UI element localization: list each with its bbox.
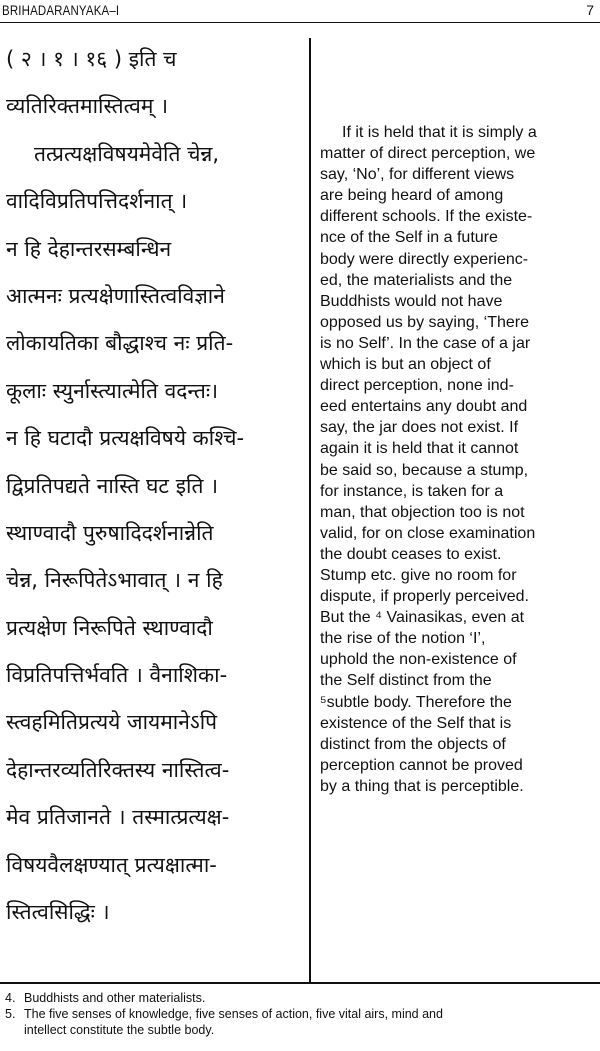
sanskrit-line: देहान्तरव्यतिरिक्तस्य नास्तित्व- <box>6 757 230 782</box>
sanskrit-line: प्रत्यक्षेण निरूपिते स्थाण्वादौ <box>6 615 213 640</box>
translation-line: the rise of the notion ‘I’, <box>320 630 486 648</box>
page-number: 7 <box>586 2 594 18</box>
translation-line: the doubt ceases to exist. <box>320 545 502 563</box>
translation-line: Stump etc. give no room for <box>320 566 517 584</box>
sanskrit-line: स्तित्वसिद्धिः । <box>6 900 110 925</box>
translation-line: uphold the non-existence of <box>320 651 517 669</box>
sanskrit-line: कूलाः स्युर्नास्त्यात्मेति वदन्तः। <box>6 378 219 403</box>
sanskrit-line: विषयवैलक्षण्यात् प्रत्यक्षात्मा- <box>6 852 217 877</box>
column-divider <box>309 38 311 982</box>
sanskrit-line: न हि देहान्तरसम्बन्धिन <box>6 236 172 261</box>
translation-line: by a thing that is perceptible. <box>320 777 524 795</box>
translation-line: ⁵subtle body. Therefore the <box>320 693 512 711</box>
sanskrit-line: व्यतिरिक्तमास्तित्वम् । <box>6 94 169 119</box>
translation-line: man, that objection too is not <box>320 503 525 521</box>
translation-line: matter of direct perception, we <box>320 145 536 163</box>
sanskrit-line: मेव प्रतिजानते । तस्मात्प्रत्यक्ष- <box>6 805 230 830</box>
footnote-4 <box>0 990 600 1006</box>
translation-line: distinct from the objects of <box>320 735 506 753</box>
translation-line: nce of the Self in a future <box>320 229 498 247</box>
translation-line: eed entertains any doubt and <box>320 398 528 416</box>
translation-line: But the ⁴ Vainasikas, even at <box>320 609 525 627</box>
sanskrit-line: न हि घटादौ प्रत्यक्षविषये कश्चि- <box>6 426 245 451</box>
sanskrit-line: विप्रतिपत्तिर्भवति । वैनाशिका- <box>6 663 228 688</box>
footnote-5-continued <box>0 1022 600 1038</box>
sanskrit-line: स्थाण्वादौ पुरुषादिदर्शनान्नेति <box>6 520 214 545</box>
sanskrit-line: लोकायतिका बौद्धाश्च नः प्रति- <box>6 331 234 356</box>
translation-line: for instance, is taken for a <box>320 482 504 500</box>
footnote-text: Buddhists and other materialists. <box>24 991 206 1005</box>
sanskrit-line: तत्प्रत्यक्षविषयमेवेति चेन्न, <box>34 141 220 166</box>
translation-line: be said so, because a stump, <box>320 461 529 479</box>
sanskrit-line: द्विप्रतिपद्यते नास्ति घट इति । <box>6 473 219 498</box>
translation-line: dispute, if properly perceived. <box>320 588 529 606</box>
page-header <box>0 0 600 23</box>
translation-line: direct perception, none ind- <box>320 377 514 395</box>
translation-line: valid, for on close examination <box>320 524 536 542</box>
sanskrit-line: वादिविप्रतिपत्तिदर्शनात् । <box>6 189 188 214</box>
translation-line: Buddhists would not have <box>320 292 503 310</box>
translation-line: existence of the Self that is <box>320 714 512 732</box>
footnote-number: 4. <box>5 991 16 1005</box>
translation-line: different schools. If the existe- <box>320 208 533 226</box>
footnote-text: intellect constitute the subtle body. <box>24 1023 215 1037</box>
translation-line: say, ‘No’, for different views <box>320 166 515 184</box>
translation-line: ed, the materialists and the <box>320 271 513 289</box>
footnotes <box>0 990 600 1038</box>
footnote-5 <box>0 1006 600 1022</box>
translation-line: opposed us by saying, ‘There <box>320 313 530 331</box>
running-title: BRIHADARANYAKA–I <box>2 2 120 18</box>
translation-line: say, the jar does not exist. If <box>320 419 519 437</box>
footnote-rule <box>0 982 600 984</box>
sanskrit-line: चेन्न, निरूपितेऽभावात् । न हि <box>6 568 223 593</box>
sanskrit-line: ( २ । १ । १६ ) इति च <box>6 47 177 71</box>
translation-line: are being heard of among <box>320 187 504 205</box>
sanskrit-line: आत्मनः प्रत्यक्षेणास्तित्वविज्ञाने <box>6 283 225 308</box>
translation-line: the Self distinct from the <box>320 672 492 690</box>
translation-line: If it is held that it is simply a <box>342 124 537 141</box>
sanskrit-line: स्त्वहमितिप्रत्यये जायमानेऽपि <box>6 710 218 735</box>
footnote-number: 5. <box>5 1007 16 1021</box>
translation-line: which is but an object of <box>320 356 491 374</box>
translation-line: is no Self’. In the case of a jar <box>320 334 531 352</box>
translation-line: perception cannot be proved <box>320 756 523 774</box>
sanskrit-column <box>6 36 302 936</box>
translation-line: body were directly experienc- <box>320 250 529 268</box>
translation-line: again it is held that it cannot <box>320 440 519 458</box>
english-translation-column <box>320 122 592 797</box>
footnote-text: The five senses of knowledge, five senses of action, five vital airs, mind and <box>24 1007 443 1021</box>
